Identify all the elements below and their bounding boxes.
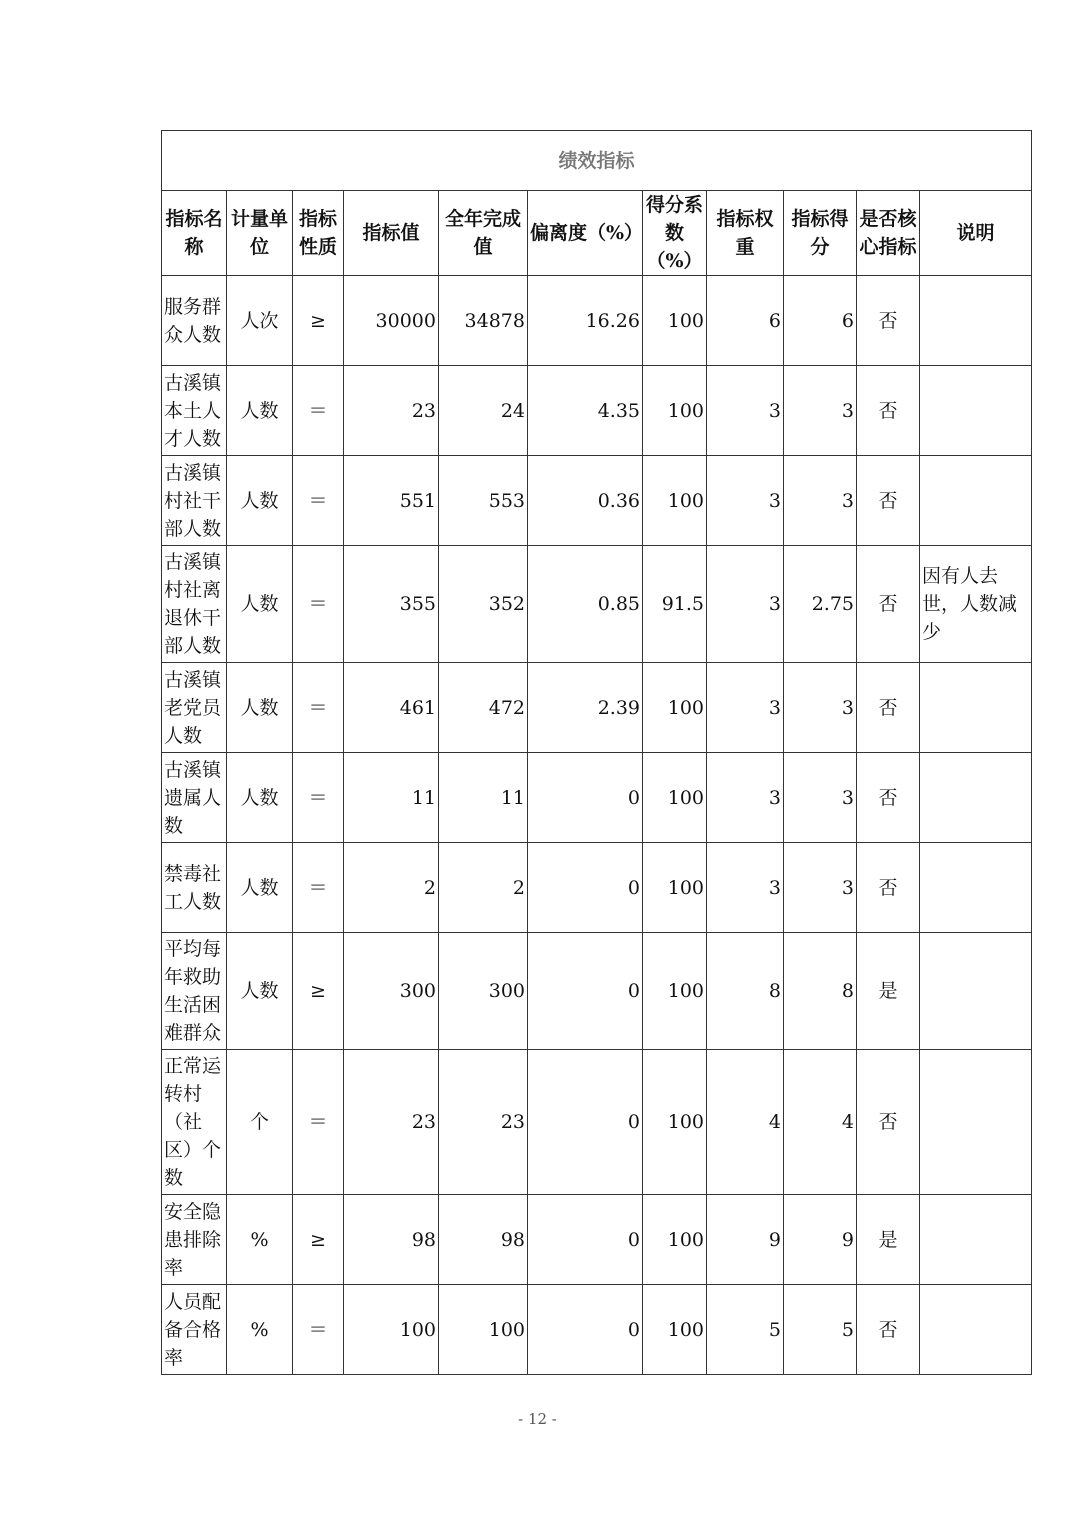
cell-unit: %	[227, 1285, 293, 1375]
cell-target-value: 300	[344, 933, 439, 1050]
cell-deviation: 0	[528, 1050, 643, 1195]
cell-nature: ≥	[293, 276, 344, 366]
cell-target-value: 98	[344, 1195, 439, 1285]
cell-nature: ＝	[293, 753, 344, 843]
header-target-value: 指标值	[344, 191, 439, 276]
header-nature: 指标性质	[293, 191, 344, 276]
cell-indicator-name: 安全隐患排除率	[162, 1195, 227, 1285]
cell-unit: %	[227, 1195, 293, 1285]
header-weight: 指标权重	[707, 191, 784, 276]
cell-deviation: 0	[528, 933, 643, 1050]
cell-score: 2.75	[784, 546, 857, 663]
cell-annual-actual: 11	[439, 753, 528, 843]
table-row	[162, 663, 1032, 753]
cell-remarks	[920, 1195, 1032, 1285]
cell-core-indicator: 否	[857, 1285, 920, 1375]
cell-unit: 人数	[227, 366, 293, 456]
header-remarks: 说明	[920, 191, 1032, 276]
table-title: 绩效指标	[162, 131, 1032, 191]
cell-nature: ＝	[293, 456, 344, 546]
cell-target-value: 551	[344, 456, 439, 546]
cell-score-coefficient: 100	[643, 753, 707, 843]
cell-target-value: 100	[344, 1285, 439, 1375]
cell-score: 3	[784, 663, 857, 753]
cell-annual-actual: 2	[439, 843, 528, 933]
cell-nature: ≥	[293, 1195, 344, 1285]
table-row	[162, 366, 1032, 456]
cell-core-indicator: 否	[857, 546, 920, 663]
cell-annual-actual: 352	[439, 546, 528, 663]
table-row	[162, 933, 1032, 1050]
page-number: - 12 -	[518, 1410, 557, 1428]
cell-indicator-name: 古溪镇老党员人数	[162, 663, 227, 753]
cell-weight: 3	[707, 843, 784, 933]
cell-nature: ＝	[293, 663, 344, 753]
cell-core-indicator: 否	[857, 663, 920, 753]
cell-deviation: 0	[528, 753, 643, 843]
cell-unit: 人数	[227, 456, 293, 546]
cell-deviation: 0.36	[528, 456, 643, 546]
cell-nature: ＝	[293, 843, 344, 933]
cell-deviation: 0	[528, 1195, 643, 1285]
header-unit: 计量单位	[227, 191, 293, 276]
table-row	[162, 546, 1032, 663]
cell-deviation: 0	[528, 1285, 643, 1375]
cell-score: 3	[784, 753, 857, 843]
performance-indicator-table	[161, 130, 1032, 1375]
cell-unit: 人数	[227, 546, 293, 663]
cell-nature: ＝	[293, 546, 344, 663]
cell-score: 3	[784, 456, 857, 546]
cell-target-value: 30000	[344, 276, 439, 366]
cell-weight: 3	[707, 546, 784, 663]
cell-target-value: 11	[344, 753, 439, 843]
cell-target-value: 23	[344, 1050, 439, 1195]
cell-indicator-name: 古溪镇本土人才人数	[162, 366, 227, 456]
cell-core-indicator: 否	[857, 366, 920, 456]
cell-indicator-name: 人员配备合格率	[162, 1285, 227, 1375]
cell-target-value: 461	[344, 663, 439, 753]
cell-score: 8	[784, 933, 857, 1050]
table-row	[162, 456, 1032, 546]
cell-indicator-name: 正常运转村（社区）个数	[162, 1050, 227, 1195]
cell-nature: ＝	[293, 366, 344, 456]
cell-score: 5	[784, 1285, 857, 1375]
cell-unit: 个	[227, 1050, 293, 1195]
cell-annual-actual: 553	[439, 456, 528, 546]
table-row	[162, 1195, 1032, 1285]
cell-score: 4	[784, 1050, 857, 1195]
cell-score-coefficient: 100	[643, 663, 707, 753]
cell-weight: 5	[707, 1285, 784, 1375]
cell-score-coefficient: 100	[643, 1285, 707, 1375]
header-core-indicator: 是否核心指标	[857, 191, 920, 276]
cell-unit: 人数	[227, 843, 293, 933]
cell-indicator-name: 古溪镇村社干部人数	[162, 456, 227, 546]
header-score-coefficient: 得分系数（%）	[643, 191, 707, 276]
table-row	[162, 1050, 1032, 1195]
table-row	[162, 1285, 1032, 1375]
cell-weight: 3	[707, 663, 784, 753]
cell-remarks: 因有人去世，人数减少	[920, 546, 1032, 663]
cell-nature: ＝	[293, 1285, 344, 1375]
cell-weight: 3	[707, 753, 784, 843]
cell-annual-actual: 98	[439, 1195, 528, 1285]
cell-remarks	[920, 663, 1032, 753]
cell-score-coefficient: 100	[643, 1050, 707, 1195]
cell-core-indicator: 否	[857, 276, 920, 366]
cell-remarks	[920, 933, 1032, 1050]
header-row	[162, 191, 1032, 276]
cell-indicator-name: 禁毒社工人数	[162, 843, 227, 933]
cell-score-coefficient: 100	[643, 366, 707, 456]
cell-weight: 3	[707, 366, 784, 456]
cell-annual-actual: 34878	[439, 276, 528, 366]
cell-target-value: 2	[344, 843, 439, 933]
cell-score-coefficient: 100	[643, 276, 707, 366]
cell-unit: 人次	[227, 276, 293, 366]
cell-annual-actual: 24	[439, 366, 528, 456]
cell-annual-actual: 23	[439, 1050, 528, 1195]
cell-annual-actual: 300	[439, 933, 528, 1050]
cell-deviation: 16.26	[528, 276, 643, 366]
cell-remarks	[920, 1050, 1032, 1195]
cell-remarks	[920, 1285, 1032, 1375]
cell-core-indicator: 是	[857, 1195, 920, 1285]
cell-unit: 人数	[227, 663, 293, 753]
cell-weight: 8	[707, 933, 784, 1050]
cell-deviation: 2.39	[528, 663, 643, 753]
cell-score: 3	[784, 843, 857, 933]
header-score: 指标得分	[784, 191, 857, 276]
cell-deviation: 0	[528, 843, 643, 933]
cell-core-indicator: 否	[857, 1050, 920, 1195]
cell-target-value: 23	[344, 366, 439, 456]
cell-score-coefficient: 100	[643, 456, 707, 546]
cell-core-indicator: 否	[857, 456, 920, 546]
cell-remarks	[920, 366, 1032, 456]
header-annual-actual: 全年完成值	[439, 191, 528, 276]
cell-deviation: 0.85	[528, 546, 643, 663]
cell-annual-actual: 472	[439, 663, 528, 753]
cell-score: 3	[784, 366, 857, 456]
cell-weight: 6	[707, 276, 784, 366]
cell-score-coefficient: 100	[643, 1195, 707, 1285]
cell-indicator-name: 服务群众人数	[162, 276, 227, 366]
cell-remarks	[920, 276, 1032, 366]
table-row	[162, 843, 1032, 933]
cell-unit: 人数	[227, 753, 293, 843]
cell-unit: 人数	[227, 933, 293, 1050]
cell-remarks	[920, 753, 1032, 843]
header-indicator-name: 指标名称	[162, 191, 227, 276]
cell-indicator-name: 平均每年救助生活困难群众	[162, 933, 227, 1050]
cell-score-coefficient: 91.5	[643, 546, 707, 663]
table-row	[162, 276, 1032, 366]
table-row	[162, 753, 1032, 843]
cell-core-indicator: 否	[857, 843, 920, 933]
cell-target-value: 355	[344, 546, 439, 663]
cell-score-coefficient: 100	[643, 933, 707, 1050]
cell-indicator-name: 古溪镇村社离退休干部人数	[162, 546, 227, 663]
cell-core-indicator: 否	[857, 753, 920, 843]
cell-nature: ≥	[293, 933, 344, 1050]
cell-weight: 3	[707, 456, 784, 546]
cell-score: 9	[784, 1195, 857, 1285]
cell-core-indicator: 是	[857, 933, 920, 1050]
cell-weight: 4	[707, 1050, 784, 1195]
cell-nature: ＝	[293, 1050, 344, 1195]
cell-remarks	[920, 456, 1032, 546]
cell-score: 6	[784, 276, 857, 366]
header-deviation: 偏离度（%）	[528, 191, 643, 276]
cell-remarks	[920, 843, 1032, 933]
cell-indicator-name: 古溪镇遗属人数	[162, 753, 227, 843]
cell-annual-actual: 100	[439, 1285, 528, 1375]
cell-weight: 9	[707, 1195, 784, 1285]
cell-score-coefficient: 100	[643, 843, 707, 933]
cell-deviation: 4.35	[528, 366, 643, 456]
